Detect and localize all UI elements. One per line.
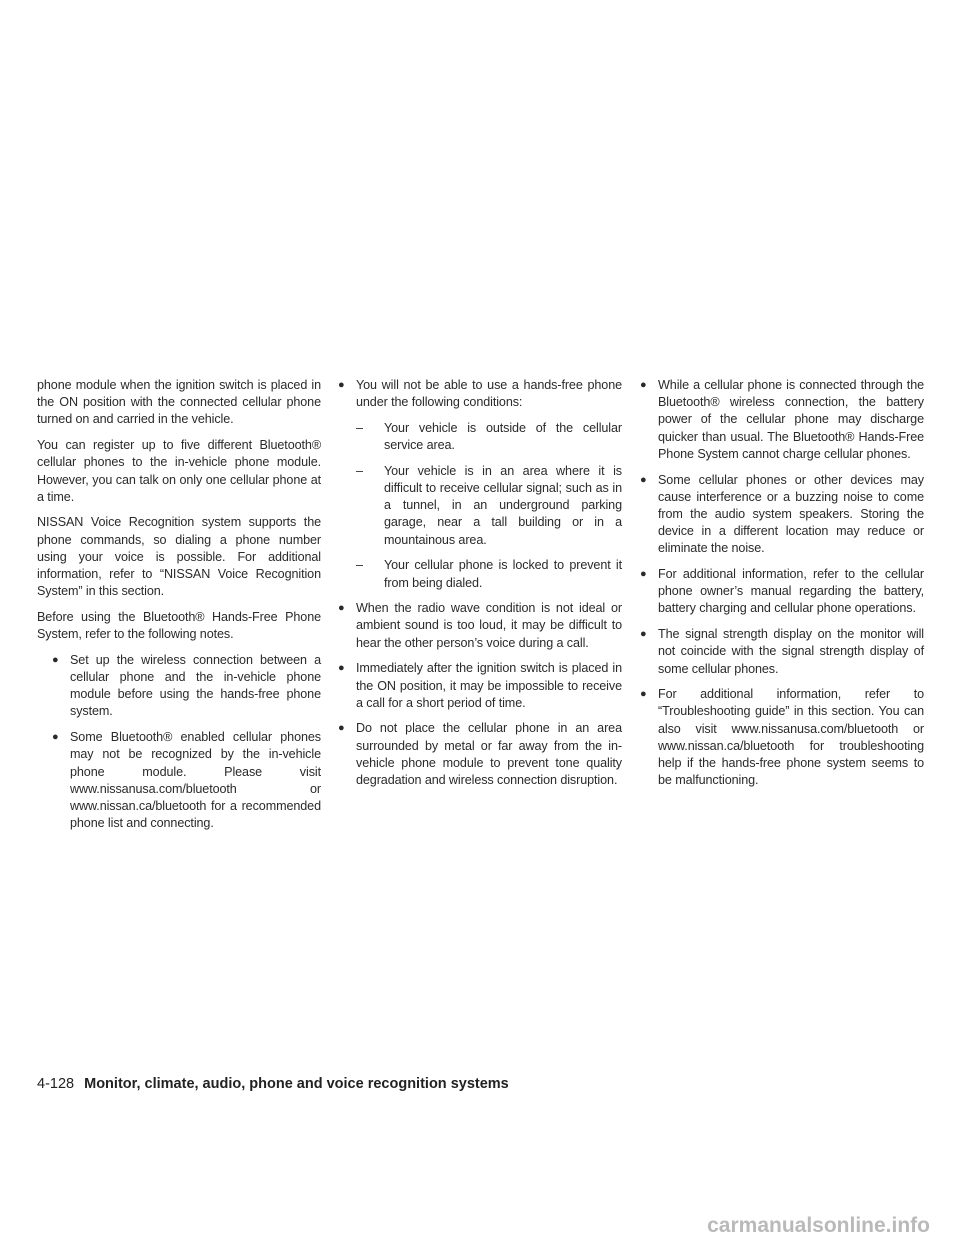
section-title: Monitor, climate, audio, phone and voice recognition systems — [84, 1076, 509, 1092]
sub-item-text: Your vehicle is outside of the cellular service area. — [384, 420, 622, 453]
bullet-icon: ● — [338, 662, 345, 675]
bullet-item — [640, 472, 924, 558]
bullet-icon: ● — [640, 628, 647, 641]
bullet-item — [52, 652, 321, 721]
sub-item — [356, 463, 622, 549]
watermark: carmanualsonline.info — [707, 1214, 930, 1237]
bullet-icon: ● — [338, 379, 345, 391]
bullet-icon: ● — [52, 653, 59, 666]
bullet-item — [640, 377, 924, 463]
page-footer — [37, 1076, 509, 1092]
sub-item — [356, 557, 622, 591]
bullet-icon: ● — [640, 568, 647, 581]
bullet-icon: ● — [640, 379, 647, 391]
bullet-icon: ● — [52, 731, 59, 744]
bullet-icon: ● — [338, 602, 345, 615]
sub-item-text: Your cellular phone is locked to prevent it from being dialed. — [384, 558, 622, 590]
page-number: 4-128 — [37, 1076, 75, 1092]
paragraph: You can register up to five different Bluetooth® cellular phones to the in-vehicle phone module. However, you can talk on only one cellular phone at a time. — [37, 438, 321, 504]
bullet-item — [338, 660, 622, 712]
bullet-icon: ● — [338, 722, 345, 735]
sub-item — [356, 420, 622, 454]
paragraph: Before using the Bluetooth® Hands-Free Phone System, refer to the following notes. — [37, 609, 321, 642]
bullet-icon: ● — [640, 473, 647, 486]
paragraph: phone module when the ignition switch is placed in the ON position with the connected cellular phone turned on and carried in the vehicle. — [37, 378, 321, 427]
bullet-text: For additional information, refer to “Troubleshooting guide” in this section. You can also visit www.nissanusa.com/bluetooth or www.nissan.ca/bluetooth for troubleshooting help if the hands-free phone system seems to be malfunctioning. — [658, 687, 924, 788]
bullet-text: Immediately after the ignition switch is placed in the ON position, it may be impossible to receive a call for a short period of time. — [356, 661, 622, 710]
bullet-item — [640, 566, 924, 618]
bullet-text: Do not place the cellular phone in an area surrounded by metal or far away from the in-vehicle phone module to prevent tone quality degradation and wireless connection disruption. — [356, 721, 622, 788]
column-1 — [37, 377, 321, 841]
bullet-item — [338, 720, 622, 789]
bullet-item — [338, 377, 622, 411]
bullet-item — [640, 686, 924, 789]
sub-item-text: Your vehicle is in an area where it is difficult to receive cellular signal; such as in a tunnel, in an underground parking garage, near a tall building or in a mountainous area. — [384, 463, 622, 547]
dash-icon: – — [356, 420, 363, 435]
bullet-text: When the radio wave condition is not ideal or ambient sound is too loud, it may be difficult to hear the other person’s voice during a call. — [356, 601, 622, 650]
bullet-text: While a cellular phone is connected through the Bluetooth® wireless connection, the battery power of the cellular phone may discharge quicker than usual. The Bluetooth® Hands-Free Phone System cannot charge cellular phones. — [658, 378, 924, 461]
column-3 — [640, 377, 924, 798]
bullet-text: Some cellular phones or other devices may cause interference or a buzzing noise to come from the audio system speakers. Storing the device in a different location may reduce or eliminate the noise. — [658, 472, 924, 556]
dash-icon: – — [356, 558, 363, 573]
bullet-item — [640, 626, 924, 678]
bullet-text: The signal strength display on the monitor will not coincide with the signal strength display of some cellular phones. — [658, 627, 924, 676]
paragraph: NISSAN Voice Recognition system supports the phone commands, so dialing a phone number using your voice is possible. For additional information, refer to “NISSAN Voice Recognition System” in this section. — [37, 515, 321, 599]
bullet-text: For additional information, refer to the cellular phone owner’s manual regarding the battery, battery charging and cellular phone operations. — [658, 567, 924, 616]
bullet-icon: ● — [640, 688, 647, 701]
dash-icon: – — [356, 463, 363, 478]
bullet-item — [338, 600, 622, 652]
bullet-text: You will not be able to use a hands-free phone under the following conditions: — [356, 378, 622, 410]
bullet-item — [52, 729, 321, 832]
bullet-text: Set up the wireless connection between a cellular phone and the in-vehicle phone module before using the hands-free phone system. — [70, 652, 321, 719]
column-2 — [338, 377, 622, 798]
bullet-text: Some Bluetooth® enabled cellular phones may not be recognized by the in-vehicle phone module. Please visit www.nissanusa.com/bluetooth or www.nissan.ca/bluetooth for a recommended phone list and connecting. — [70, 730, 321, 831]
